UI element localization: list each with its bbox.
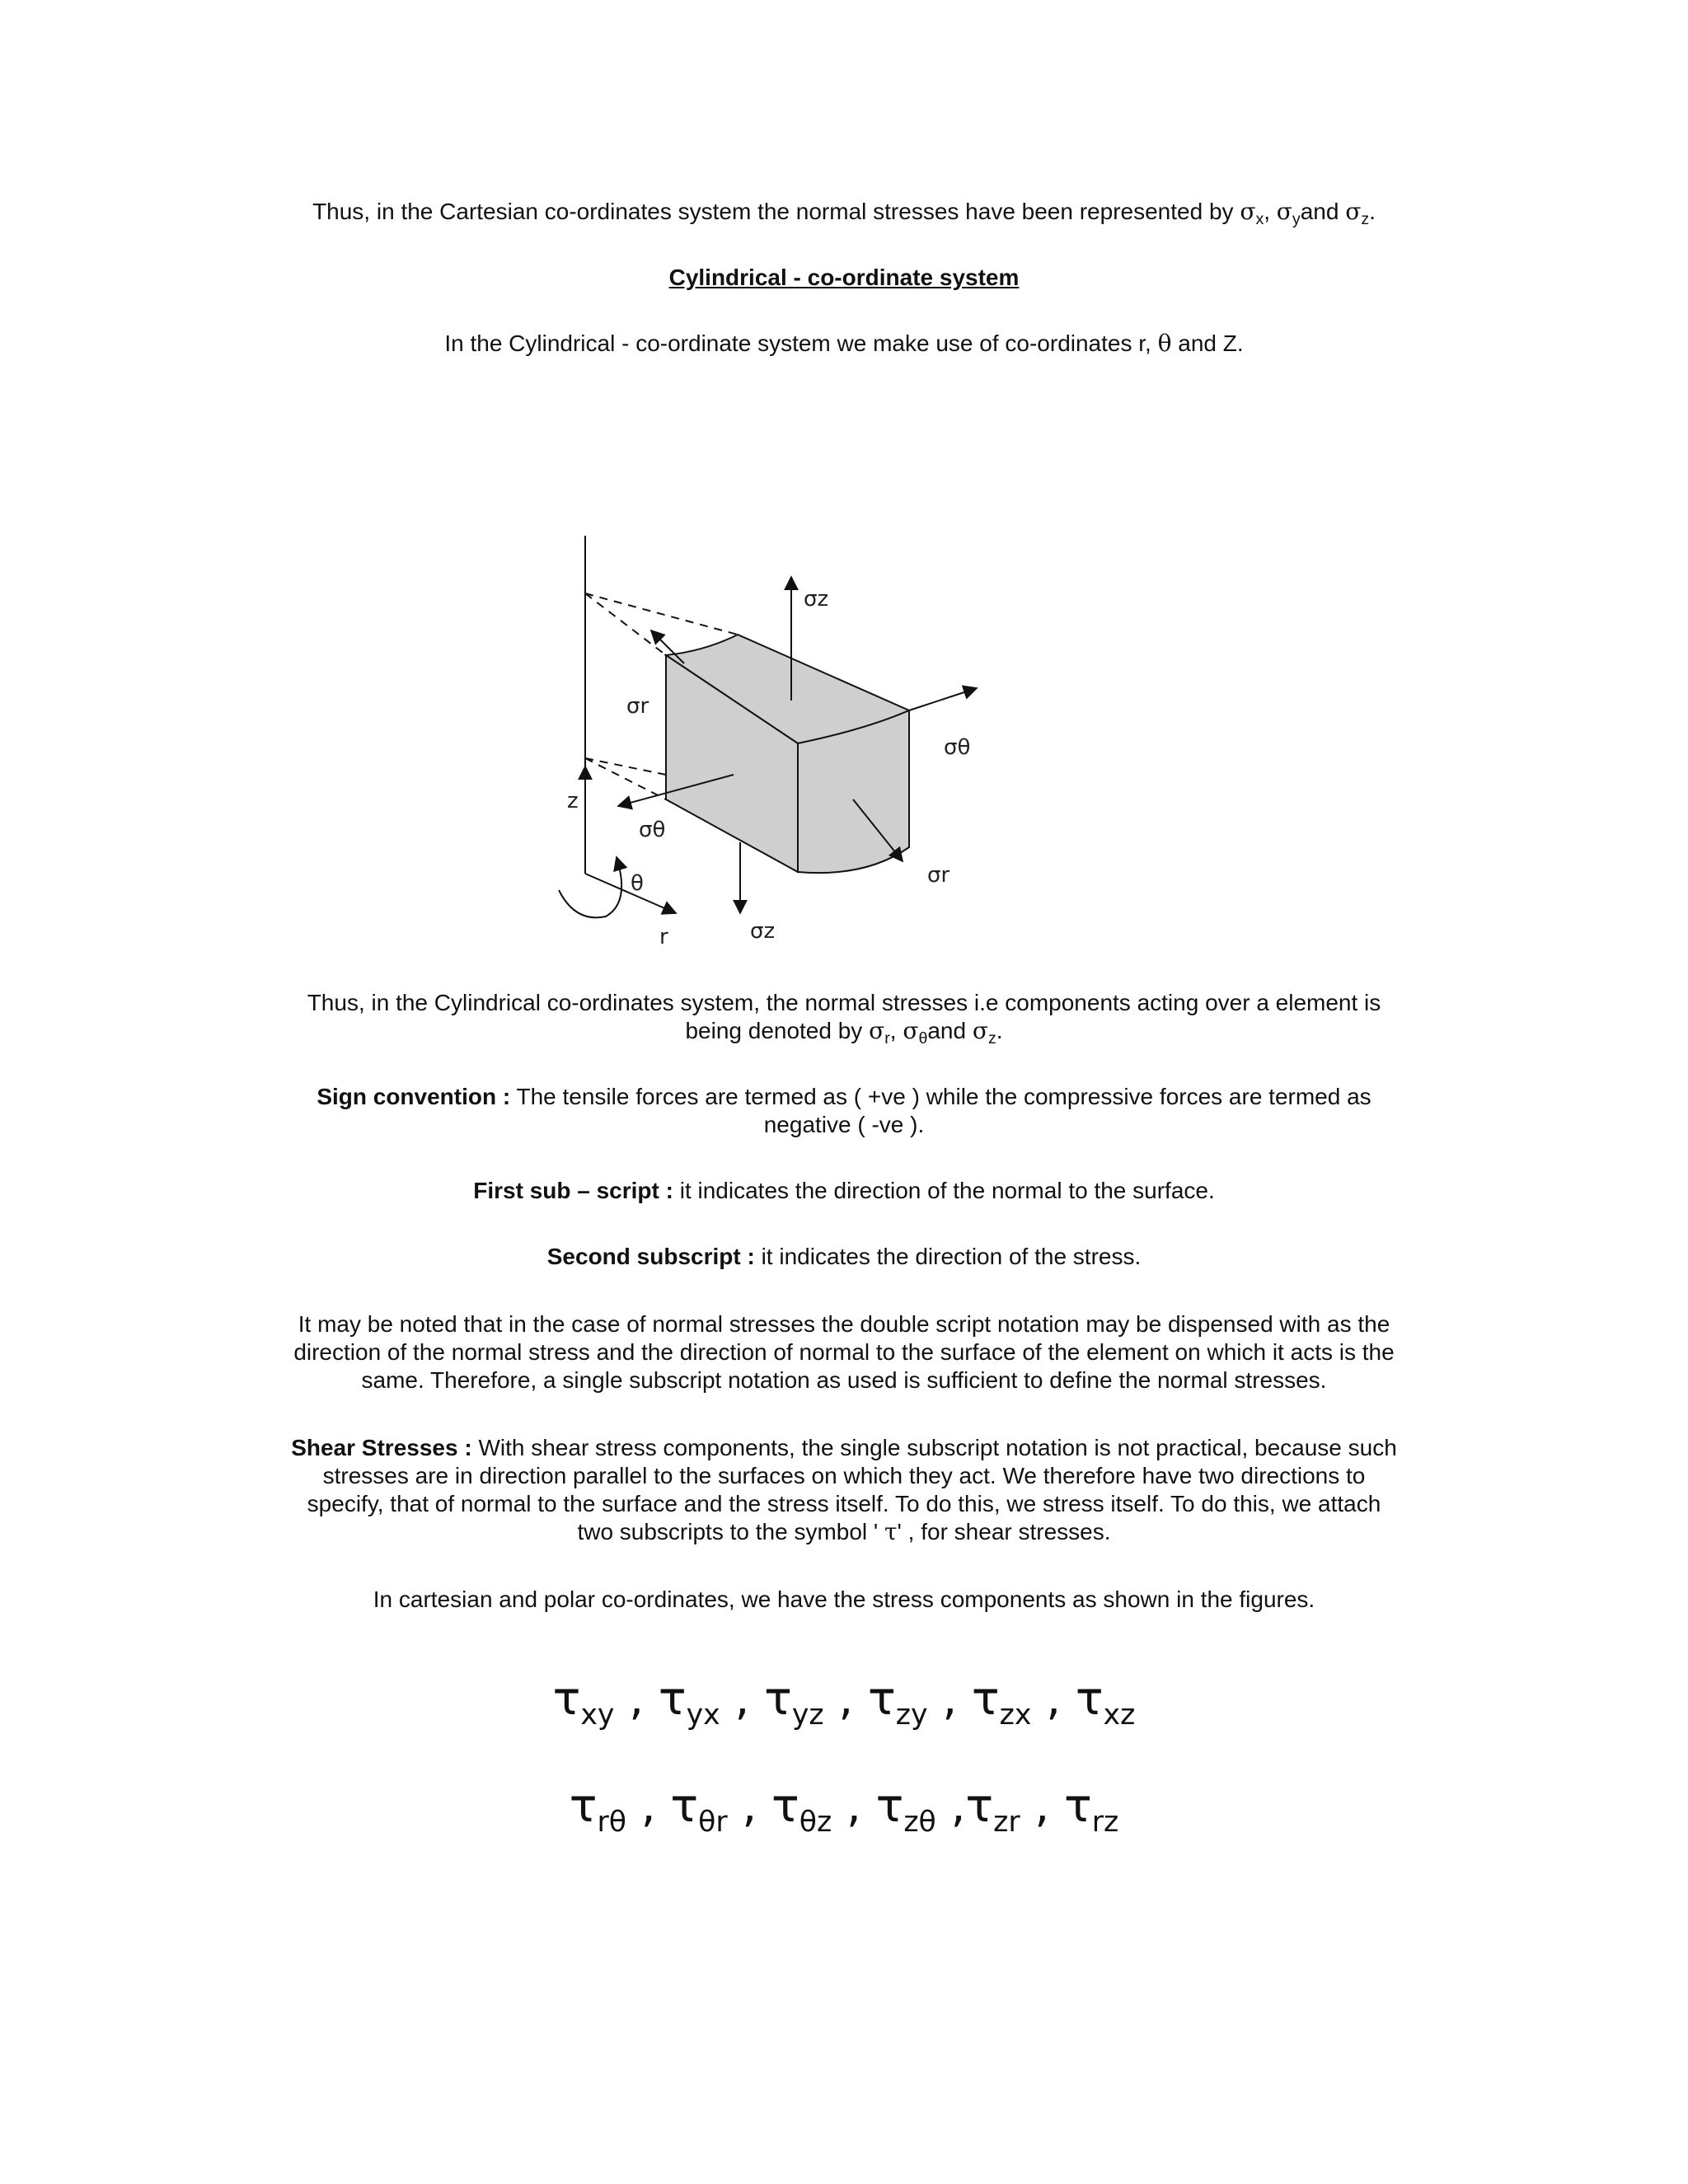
sigma-theta-left-label: σθ <box>639 818 666 842</box>
cartesian-polar-text: In cartesian and polar co-ordinates, we have the stress components as shown in the figures. <box>373 1586 1315 1612</box>
r-axis-label: r <box>659 925 668 949</box>
cartesian-normal-stress-text: Thus, in the Cartesian co-ordinates system the normal stresses have been represented by $\sigma_x$, $\sigma_yand$ $\sigma_z$. <box>312 198 1376 228</box>
para3-line2: being denoted by $\sigma_r$, $\sigma_\theta and$ $\sigma_z$. <box>685 1017 1003 1047</box>
sigma-z-bottom-label: σz <box>750 919 776 944</box>
z-axis-label: z <box>567 789 579 813</box>
para3-line1: Thus, in the Cylindrical co-ordinates system, the normal stresses i.e components acting over a element is <box>307 990 1381 1015</box>
second-subscript-label: Second subscript : <box>546 1244 755 1269</box>
tau-cartesian-components: $\tau_{xy}$ , $\tau_{yx}$ , $\tau_{yz}$ , $\tau_{zy}$ , $\tau_{zx}$ , $\tau_{xz}$ <box>552 1672 1136 1732</box>
tau-polar-components: $\tau_{r\theta}$ , $\tau_{\theta r}$ , $\tau_{\theta z}$ , $\tau_{z\theta}$ $,\tau_{zr}$ , $\tau_{rz}$ <box>569 1779 1119 1840</box>
theta-label: θ <box>631 871 644 896</box>
cylindrical-element-diagram <box>528 527 1039 972</box>
dashed-line <box>585 593 738 635</box>
dashed-line <box>585 758 666 775</box>
sign-convention-label: Sign convention : <box>316 1084 511 1109</box>
section-heading: Cylindrical - co-ordinate system <box>668 265 1020 290</box>
second-subscript-text: Second subscript : it indicates the direction of the stress. <box>546 1244 1142 1269</box>
theta-arc <box>559 857 621 917</box>
shear-stresses-text: Shear Stresses : With shear stress components, the single subscript notation is not practical, because such stresses are in direction parallel to the surfaces on which they act. We therefore have two directions to specify, that of normal to the surface and the stress itself. To do this, we stress itself. To do this, we attach two subscripts to the symbol ' τ' , for shear stresses. <box>291 1435 1397 1545</box>
double-script-note: It may be noted that in the case of normal stresses the double script notation may be dispensed with as the direction of the normal stress and the direction of normal to the surface of the element on which it acts is the same. Therefore, a single subscript notation as used is sufficient to define the normal stresses. <box>293 1311 1395 1393</box>
sigma-z-top-label: σz <box>804 587 829 612</box>
sigma-r-left-label: σr <box>626 694 649 719</box>
dashed-line <box>585 593 666 655</box>
cylindrical-normal-stress-text <box>0 989 1688 1045</box>
sigma-r-right-label: σr <box>927 863 950 888</box>
cylindrical-coords-text: In the Cylindrical - co-ordinate system we make use of co-ordinates r, θ and Z. <box>444 330 1244 357</box>
sigma-theta-right-label: σθ <box>944 735 971 760</box>
shear-stresses-label: Shear Stresses : <box>291 1435 472 1460</box>
first-subscript-label: First sub – script : <box>473 1178 673 1203</box>
sign-convention-text: Sign convention : The tensile forces are termed as ( +ve ) while the compressive forces are termed as negative ( -ve ). <box>316 1084 1372 1137</box>
first-subscript-text: First sub – script : it indicates the direction of the normal to the surface. <box>473 1178 1215 1203</box>
dashed-line <box>585 758 666 799</box>
sigma-theta-right-arrow <box>909 688 977 710</box>
